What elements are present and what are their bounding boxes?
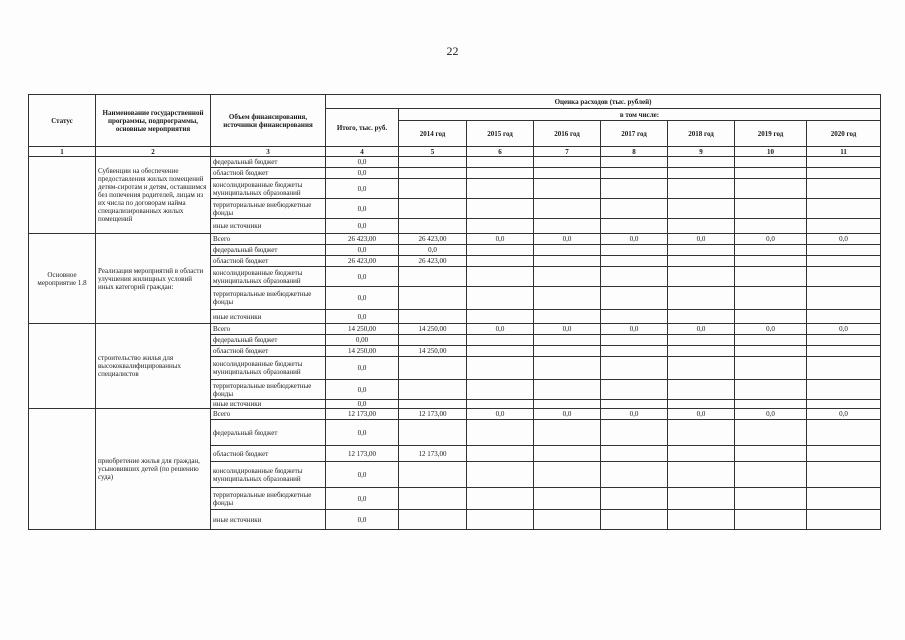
column-number: 4 [326,147,399,157]
funding-source-cell: территориальные внебюджетные фонды [211,287,326,310]
year-value-cell [735,357,807,380]
year-value-cell [399,462,467,488]
year-value-cell: 0,0 [735,324,807,335]
year-value-cell [399,510,467,530]
year-value-cell [534,219,601,234]
funding-source-cell: консолидированные бюджеты муниципальных образований [211,179,326,199]
status-cell [29,409,96,530]
funding-source-cell: иные источники [211,310,326,324]
year-value-cell [668,488,735,510]
year-value-cell: 0,0 [807,324,881,335]
total-cell: 0,0 [326,310,399,324]
year-value-cell [735,256,807,267]
year-value-cell [807,488,881,510]
year-value-cell [534,346,601,357]
year-value-cell [467,219,534,234]
year-value-cell: 12 173,00 [399,409,467,420]
year-value-cell [668,335,735,346]
year-value-cell [807,157,881,168]
year-value-cell [467,335,534,346]
year-value-cell [399,219,467,234]
year-value-cell [467,287,534,310]
column-number: 7 [534,147,601,157]
year-value-cell [601,199,668,219]
year-value-cell [668,168,735,179]
year-value-cell [668,157,735,168]
year-value-cell [668,510,735,530]
year-value-cell: 12 173,00 [399,446,467,462]
year-value-cell [807,420,881,446]
year-value-cell: 0,0 [668,324,735,335]
year-value-cell [534,267,601,287]
funding-source-cell: федеральный бюджет [211,245,326,256]
column-number: 8 [601,147,668,157]
year-value-cell [668,462,735,488]
header-year: 2019 год [735,121,807,147]
year-value-cell [534,400,601,409]
year-value-cell [601,357,668,380]
header-cost-estimate: Оценка расходов (тыс. рублей) [326,95,881,109]
total-cell: 0,0 [326,157,399,168]
year-value-cell [399,310,467,324]
column-number: 11 [807,147,881,157]
total-cell: 0,0 [326,357,399,380]
year-value-cell [807,245,881,256]
year-value-cell [735,219,807,234]
year-value-cell: 14 250,00 [399,346,467,357]
funding-source-cell: иные источники [211,510,326,530]
year-value-cell [399,287,467,310]
program-name-cell: строительство жилья для высококвалифицированных специалистов [96,324,211,409]
year-value-cell [668,256,735,267]
year-value-cell [399,179,467,199]
program-name-cell: Реализация мероприятий в области улучшения жилищных условий иных категорий граждан: [96,234,211,324]
column-number: 1 [29,147,96,157]
year-value-cell: 0,0 [399,245,467,256]
funding-source-cell: Всего [211,409,326,420]
year-value-cell [601,157,668,168]
funding-source-cell: федеральный бюджет [211,335,326,346]
table-row [29,324,881,335]
year-value-cell [399,357,467,380]
header-year: 2015 год [467,121,534,147]
funding-source-cell: областной бюджет [211,168,326,179]
year-value-cell [601,380,668,400]
year-value-cell [534,510,601,530]
year-value-cell [735,420,807,446]
year-value-cell [467,168,534,179]
header-including: в том числе: [399,109,881,121]
year-value-cell [467,310,534,324]
funding-source-cell: областной бюджет [211,256,326,267]
year-value-cell [601,420,668,446]
year-value-cell [534,446,601,462]
year-value-cell: 0,0 [807,234,881,245]
year-value-cell [534,157,601,168]
year-value-cell: 26 423,00 [399,234,467,245]
year-value-cell [534,462,601,488]
header-status: Статус [29,95,96,147]
year-value-cell [399,335,467,346]
funding-source-cell: федеральный бюджет [211,420,326,446]
header-program-name: Наименование государственной программы, подпрограммы, основные мероприятия [96,95,211,147]
total-cell: 12 173,00 [326,409,399,420]
program-name-cell: приобретение жилья для граждан, усыновивших детей (по решению суда) [96,409,211,530]
year-value-cell [534,357,601,380]
year-value-cell [534,420,601,446]
funding-source-cell: областной бюджет [211,346,326,357]
year-value-cell [807,287,881,310]
year-value-cell [807,357,881,380]
year-value-cell: 0,0 [534,234,601,245]
year-value-cell [807,219,881,234]
column-number: 9 [668,147,735,157]
column-number: 6 [467,147,534,157]
year-value-cell [534,168,601,179]
year-value-cell [601,310,668,324]
column-number: 3 [211,147,326,157]
budget-table [28,94,881,530]
total-cell: 0,0 [326,199,399,219]
header-finance-volume: Объем финансирования, источники финансирования [211,95,326,147]
year-value-cell: 0,0 [467,324,534,335]
year-value-cell [399,267,467,287]
year-value-cell [668,346,735,357]
year-value-cell [467,446,534,462]
column-number: 10 [735,147,807,157]
total-cell: 12 173,00 [326,446,399,462]
year-value-cell [807,199,881,219]
year-value-cell [735,199,807,219]
header-year: 2016 год [534,121,601,147]
year-value-cell [735,380,807,400]
year-value-cell [735,488,807,510]
funding-source-cell: территориальные внебюджетные фонды [211,380,326,400]
year-value-cell: 0,0 [807,409,881,420]
year-value-cell [467,256,534,267]
year-value-cell [668,357,735,380]
year-value-cell [601,287,668,310]
funding-source-cell: иные источники [211,400,326,409]
year-value-cell [534,310,601,324]
column-number: 5 [399,147,467,157]
table-row [29,157,881,168]
year-value-cell: 0,0 [601,324,668,335]
year-value-cell [601,446,668,462]
year-value-cell [467,157,534,168]
year-value-cell [534,179,601,199]
year-value-cell: 0,0 [735,234,807,245]
total-cell: 0,0 [326,462,399,488]
total-cell: 0,0 [326,420,399,446]
total-cell: 26 423,00 [326,256,399,267]
funding-source-cell: территориальные внебюджетные фонды [211,199,326,219]
total-cell: 14 250,00 [326,324,399,335]
year-value-cell: 26 423,00 [399,256,467,267]
year-value-cell [601,168,668,179]
column-number: 2 [96,147,211,157]
funding-source-cell: иные источники [211,219,326,234]
header-year: 2014 год [399,121,467,147]
year-value-cell [534,335,601,346]
year-value-cell [467,346,534,357]
year-value-cell [467,179,534,199]
year-value-cell [735,310,807,324]
status-cell: Основное мероприятие 1.8 [29,234,96,324]
total-cell: 0,0 [326,267,399,287]
total-cell: 26 423,00 [326,234,399,245]
total-cell: 0,0 [326,168,399,179]
year-value-cell [534,488,601,510]
year-value-cell [735,400,807,409]
year-value-cell [668,219,735,234]
year-value-cell [534,287,601,310]
total-cell: 0,00 [326,335,399,346]
total-cell: 0,0 [326,510,399,530]
table-row [29,409,881,420]
funding-source-cell: консолидированные бюджеты муниципальных образований [211,267,326,287]
year-value-cell [534,245,601,256]
total-cell: 0,0 [326,380,399,400]
status-cell [29,157,96,234]
year-value-cell [534,199,601,219]
year-value-cell [601,179,668,199]
funding-source-cell: Всего [211,234,326,245]
year-value-cell [668,267,735,287]
year-value-cell [467,510,534,530]
year-value-cell [735,446,807,462]
funding-source-cell: Всего [211,324,326,335]
year-value-cell [601,267,668,287]
total-cell: 14 250,00 [326,346,399,357]
year-value-cell [668,310,735,324]
year-value-cell [399,199,467,219]
year-value-cell [807,310,881,324]
year-value-cell [467,420,534,446]
year-value-cell [668,287,735,310]
year-value-cell: 0,0 [668,234,735,245]
year-value-cell: 0,0 [467,234,534,245]
year-value-cell [601,335,668,346]
year-value-cell [399,400,467,409]
funding-source-cell: консолидированные бюджеты муниципальных образований [211,462,326,488]
page-number: 22 [446,44,459,58]
year-value-cell [807,267,881,287]
header-year: 2018 год [668,121,735,147]
year-value-cell [399,488,467,510]
year-value-cell [735,179,807,199]
year-value-cell [668,400,735,409]
year-value-cell: 0,0 [601,409,668,420]
year-value-cell [807,510,881,530]
year-value-cell: 0,0 [601,234,668,245]
year-value-cell [467,245,534,256]
header-total: Итого, тыс. руб. [326,109,399,147]
funding-source-cell: федеральный бюджет [211,157,326,168]
year-value-cell [735,267,807,287]
total-cell: 0,0 [326,219,399,234]
year-value-cell: 0,0 [534,409,601,420]
year-value-cell: 14 250,00 [399,324,467,335]
year-value-cell [399,420,467,446]
column-numbers-row [29,147,881,157]
header-year: 2017 год [601,121,668,147]
year-value-cell [735,168,807,179]
year-value-cell [601,346,668,357]
year-value-cell [467,267,534,287]
year-value-cell [735,510,807,530]
year-value-cell [467,380,534,400]
header-year: 2020 год [807,121,881,147]
year-value-cell [807,179,881,199]
year-value-cell [601,462,668,488]
year-value-cell [735,346,807,357]
year-value-cell [807,335,881,346]
year-value-cell [601,400,668,409]
year-value-cell: 0,0 [668,409,735,420]
year-value-cell [807,380,881,400]
year-value-cell [601,488,668,510]
year-value-cell [467,199,534,219]
year-value-cell [534,256,601,267]
year-value-cell [807,346,881,357]
year-value-cell [601,510,668,530]
status-cell [29,324,96,409]
funding-source-cell: консолидированные бюджеты муниципальных образований [211,357,326,380]
funding-source-cell: областной бюджет [211,446,326,462]
year-value-cell [668,446,735,462]
year-value-cell [735,335,807,346]
year-value-cell [399,380,467,400]
year-value-cell [467,357,534,380]
year-value-cell [807,462,881,488]
year-value-cell [807,168,881,179]
funding-source-cell: территориальные внебюджетные фонды [211,488,326,510]
year-value-cell [601,219,668,234]
year-value-cell [735,462,807,488]
year-value-cell [668,245,735,256]
year-value-cell: 0,0 [735,409,807,420]
year-value-cell [807,256,881,267]
year-value-cell [668,179,735,199]
year-value-cell [735,245,807,256]
year-value-cell [601,256,668,267]
year-value-cell [601,245,668,256]
total-cell: 0,0 [326,400,399,409]
year-value-cell [467,488,534,510]
year-value-cell [668,199,735,219]
year-value-cell [399,168,467,179]
year-value-cell [668,420,735,446]
total-cell: 0,0 [326,287,399,310]
total-cell: 0,0 [326,179,399,199]
year-value-cell [735,157,807,168]
year-value-cell [399,157,467,168]
year-value-cell: 0,0 [534,324,601,335]
year-value-cell [467,462,534,488]
table-row [29,234,881,245]
total-cell: 0,0 [326,245,399,256]
total-cell: 0,0 [326,488,399,510]
year-value-cell [807,400,881,409]
program-name-cell: Субвенции на обеспечение предоставления жилых помещений детям-сиротам и детям, оставшимся без попечения родителей, лицам из их числа по договорам найма специализированных жилых помещений [96,157,211,234]
year-value-cell [534,380,601,400]
year-value-cell [807,446,881,462]
year-value-cell [735,287,807,310]
year-value-cell [467,400,534,409]
year-value-cell [668,380,735,400]
year-value-cell: 0,0 [467,409,534,420]
